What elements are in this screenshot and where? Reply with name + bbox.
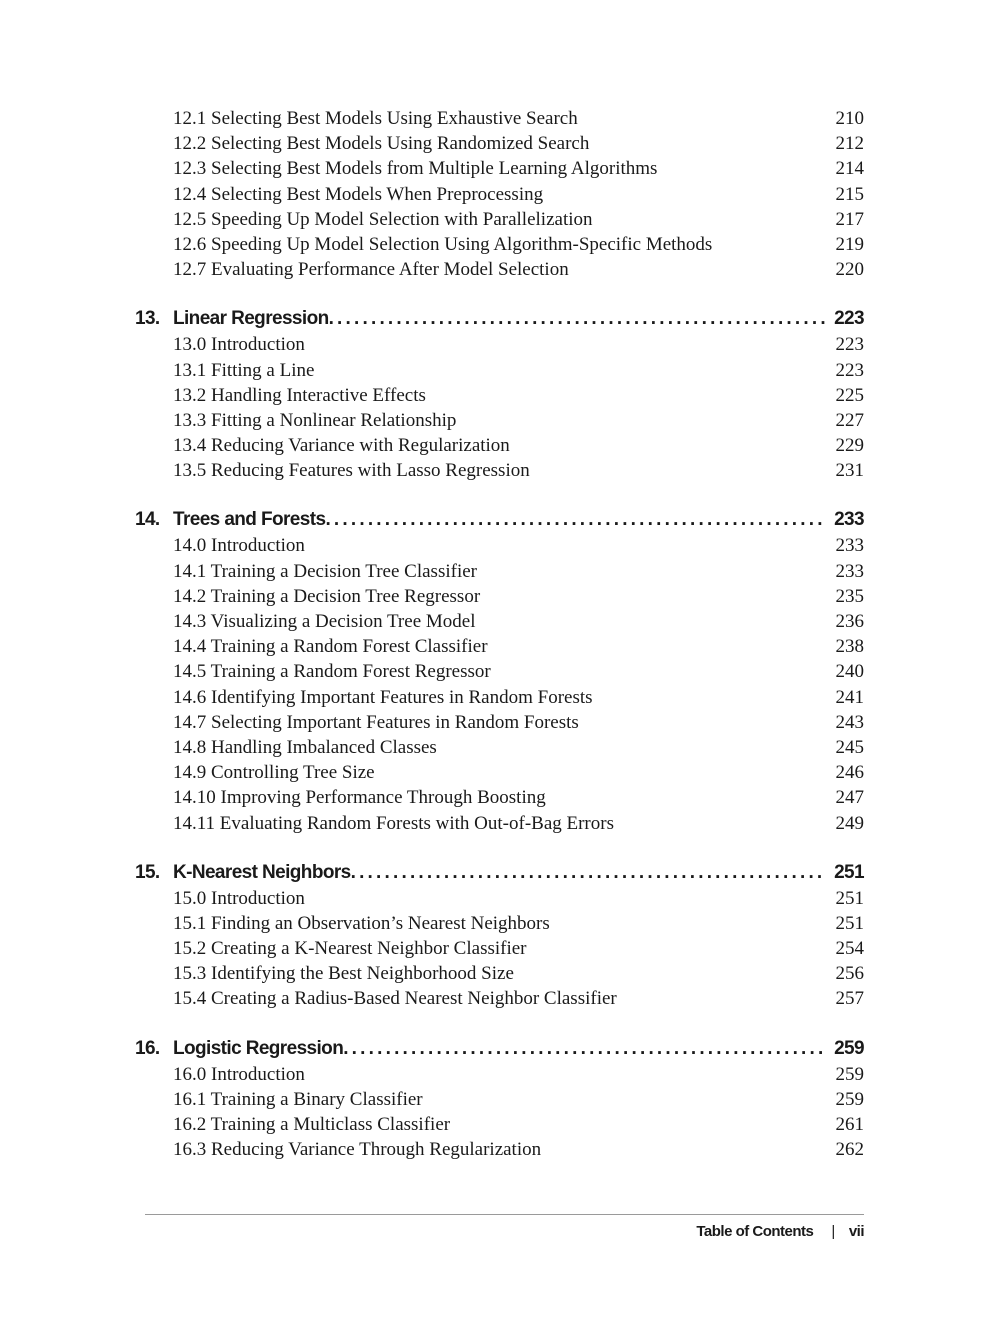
toc-entry-title: 12.7 Evaluating Performance After Model Selection (173, 259, 569, 281)
toc-entry-page-number: 243 (835, 711, 864, 733)
toc-entry-page-number: 259 (835, 1063, 864, 1085)
toc-entry[interactable] (135, 710, 864, 735)
table-of-contents (135, 106, 864, 1162)
toc-entry[interactable] (135, 257, 864, 282)
toc-entry-page-number: 210 (835, 108, 864, 129)
toc-entry-title: 13.2 Handling Interactive Effects (173, 384, 426, 406)
toc-entry-title: 13.3 Fitting a Nonlinear Relationship (173, 409, 457, 431)
toc-entry[interactable] (135, 408, 864, 433)
toc-entry-page-number: 223 (835, 359, 864, 381)
toc-entry[interactable] (135, 207, 864, 232)
footer-divider (145, 1214, 864, 1215)
toc-entry-page-number: 227 (835, 409, 864, 431)
toc-entry[interactable] (135, 886, 864, 911)
toc-entry[interactable] (135, 383, 864, 408)
toc-entry-title: 14.5 Training a Random Forest Regressor (173, 661, 491, 683)
toc-entry-page-number: 215 (835, 183, 864, 205)
toc-entry-page-number: 231 (835, 460, 864, 482)
toc-entry[interactable] (135, 1087, 864, 1112)
toc-entry[interactable] (135, 911, 864, 936)
toc-entry-title: 16.1 Training a Binary Classifier (173, 1088, 423, 1110)
toc-entry[interactable] (135, 182, 864, 207)
chapter-number: 14. (135, 509, 160, 531)
toc-entry-page-number: 249 (835, 812, 864, 834)
footer-label: Table of Contents (696, 1223, 814, 1240)
toc-entry-page-number: 256 (835, 963, 864, 985)
toc-entry-title: 14.4 Training a Random Forest Classifier (173, 636, 488, 658)
toc-entry-page-number: 245 (835, 736, 864, 758)
toc-entry-page-number: 233 (835, 560, 864, 582)
toc-entry-page-number: 254 (835, 938, 864, 960)
toc-entry-page-number: 236 (835, 611, 864, 632)
toc-entry-title: 12.1 Selecting Best Models Using Exhaustive Search (173, 108, 578, 129)
toc-entry[interactable] (135, 1112, 864, 1137)
chapter-heading[interactable] (135, 859, 864, 886)
toc-entry[interactable] (135, 584, 864, 609)
toc-entry[interactable] (135, 358, 864, 383)
toc-entry-title: 12.4 Selecting Best Models When Preprocessing (173, 183, 544, 205)
toc-entry-page-number: 233 (835, 535, 864, 557)
toc-entry[interactable] (135, 685, 864, 710)
toc-entry-title: 15.0 Introduction (173, 887, 305, 909)
toc-entry-title: 15.1 Finding an Observation’s Nearest Neighbors (173, 912, 550, 934)
toc-entry-page-number: 223 (835, 334, 864, 356)
toc-entry-title: 13.1 Fitting a Line (173, 359, 315, 381)
dot-leader (325, 506, 826, 533)
toc-entry[interactable] (135, 433, 864, 458)
toc-entry-title: 12.2 Selecting Best Models Using Randomized Search (173, 133, 590, 155)
toc-entry[interactable] (135, 986, 864, 1011)
toc-entry[interactable] (135, 533, 864, 558)
chapter-title: Logistic Regression (173, 1037, 344, 1059)
toc-entry-page-number: 251 (835, 887, 864, 909)
chapter-title: Linear Regression (173, 308, 329, 330)
toc-entry-page-number: 212 (835, 133, 864, 155)
toc-entry-title: 12.5 Speeding Up Model Selection with Parallelization (173, 208, 593, 230)
toc-entry-title: 13.4 Reducing Variance with Regularization (173, 435, 510, 457)
toc-entry[interactable] (135, 156, 864, 181)
chapter-number: 13. (135, 308, 160, 330)
toc-entry[interactable] (135, 232, 864, 257)
chapter-heading[interactable] (135, 506, 864, 533)
chapter-page-number: 259 (834, 1037, 864, 1059)
toc-entry-page-number: 225 (835, 384, 864, 406)
toc-entry-title: 14.2 Training a Decision Tree Regressor (173, 585, 481, 607)
footer-separator: | (831, 1223, 835, 1240)
toc-entry[interactable] (135, 609, 864, 634)
toc-entry-page-number: 217 (835, 208, 864, 230)
toc-entry[interactable] (135, 936, 864, 961)
toc-entry[interactable] (135, 559, 864, 584)
toc-entry-title: 14.11 Evaluating Random Forests with Out-of-Bag Errors (173, 812, 614, 834)
chapter-number: 16. (135, 1037, 160, 1059)
chapter-page-number: 223 (834, 308, 864, 330)
toc-entry-page-number: 261 (835, 1114, 864, 1135)
toc-entry[interactable] (135, 458, 864, 483)
chapter-title: K-Nearest Neighbors (173, 861, 351, 883)
toc-entry[interactable] (135, 1062, 864, 1087)
toc-entry-page-number: 262 (835, 1139, 864, 1161)
toc-entry-page-number: 251 (835, 912, 864, 934)
toc-entry-title: 15.3 Identifying the Best Neighborhood Size (173, 963, 514, 985)
toc-entry-title: 14.9 Controlling Tree Size (173, 762, 375, 784)
toc-entry-page-number: 229 (835, 435, 864, 457)
toc-entry-title: 12.6 Speeding Up Model Selection Using Algorithm-Specific Methods (173, 233, 713, 255)
toc-entry-page-number: 214 (835, 158, 864, 180)
toc-entry-page-number: 219 (835, 233, 864, 255)
toc-entry-page-number: 238 (835, 636, 864, 658)
toc-entry-page-number: 247 (835, 787, 864, 809)
dot-leader (329, 305, 827, 332)
toc-entry[interactable] (135, 1137, 864, 1162)
toc-entry-title: 15.2 Creating a K-Nearest Neighbor Classifier (173, 938, 527, 960)
toc-entry-page-number: 235 (835, 585, 864, 607)
toc-entry-title: 14.3 Visualizing a Decision Tree Model (173, 611, 476, 632)
toc-entry-title: 16.3 Reducing Variance Through Regularization (173, 1139, 542, 1161)
toc-entry-title: 14.8 Handling Imbalanced Classes (173, 736, 437, 758)
toc-entry-title: 14.7 Selecting Important Features in Random Forests (173, 711, 579, 733)
toc-entry-page-number: 246 (835, 762, 864, 784)
dot-leader (343, 1035, 826, 1062)
chapter-heading[interactable] (135, 305, 864, 332)
toc-entry-title: 14.6 Identifying Important Features in Random Forests (173, 686, 593, 708)
toc-entry-title: 12.3 Selecting Best Models from Multiple Learning Algorithms (173, 158, 658, 180)
chapter-number: 15. (135, 861, 160, 883)
toc-entry-title: 13.0 Introduction (173, 334, 305, 356)
toc-entry-title: 14.0 Introduction (173, 535, 305, 557)
toc-entry-title: 16.2 Training a Multiclass Classifier (173, 1114, 451, 1135)
toc-entry-title: 14.1 Training a Decision Tree Classifier (173, 560, 477, 582)
toc-entry-title: 16.0 Introduction (173, 1063, 305, 1085)
toc-entry-title: 13.5 Reducing Features with Lasso Regression (173, 460, 530, 482)
toc-entry[interactable] (135, 961, 864, 986)
toc-entry[interactable] (135, 332, 864, 357)
toc-entry-title: 14.10 Improving Performance Through Boosting (173, 787, 546, 809)
toc-entry-title: 15.4 Creating a Radius-Based Nearest Neighbor Classifier (173, 988, 617, 1010)
toc-entry-page-number: 241 (835, 686, 864, 708)
chapter-heading[interactable] (135, 1035, 864, 1062)
toc-entry[interactable] (135, 735, 864, 760)
page-footer (696, 1220, 864, 1244)
toc-entry-page-number: 220 (835, 259, 864, 281)
dot-leader (351, 859, 827, 886)
toc-entry[interactable] (135, 131, 864, 156)
toc-entry-page-number: 257 (835, 988, 864, 1010)
chapter-page-number: 233 (834, 509, 864, 531)
toc-entry-page-number: 259 (835, 1088, 864, 1110)
chapter-title: Trees and Forests (173, 509, 326, 531)
chapter-page-number: 251 (834, 861, 864, 883)
toc-entry[interactable] (135, 760, 864, 785)
toc-entry[interactable] (135, 106, 864, 131)
toc-entry-page-number: 240 (835, 661, 864, 683)
toc-entry[interactable] (135, 785, 864, 810)
toc-entry[interactable] (135, 634, 864, 659)
toc-entry[interactable] (135, 811, 864, 836)
toc-entry[interactable] (135, 659, 864, 684)
footer-page-number: vii (848, 1223, 864, 1240)
